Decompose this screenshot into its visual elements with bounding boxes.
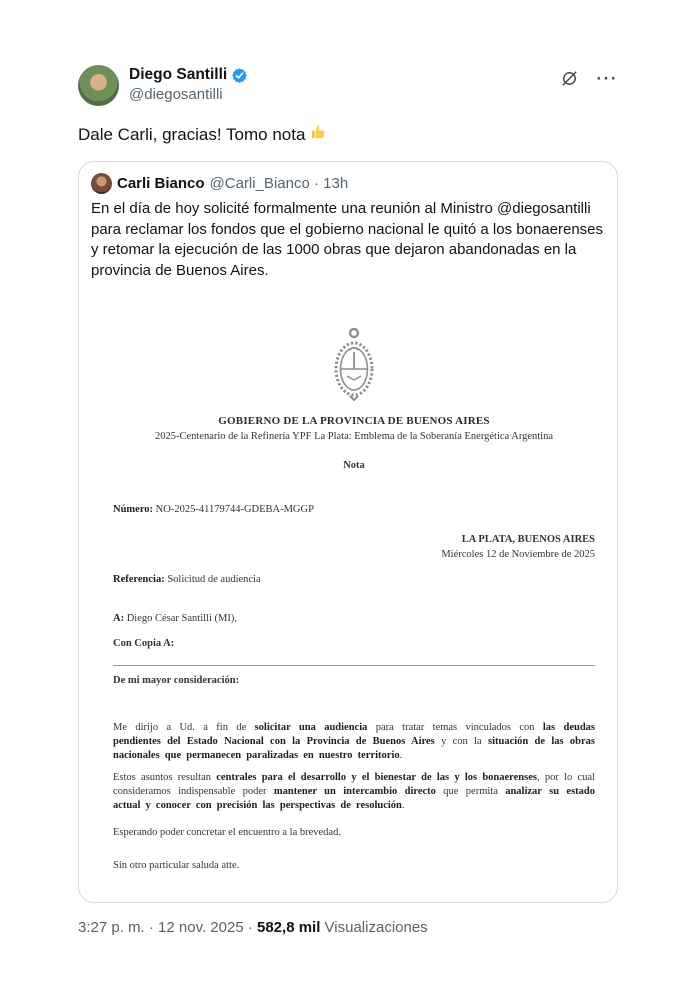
document-date: Miércoles 12 de Noviembre de 2025 — [441, 549, 595, 561]
views-count: 582,8 mil — [257, 919, 321, 937]
tweet-text — [78, 123, 618, 148]
document-place-date — [113, 532, 595, 562]
quote-tweet-card[interactable] — [78, 161, 618, 903]
document-salutation: De mi mayor consideración: — [113, 675, 240, 687]
author-block — [129, 65, 560, 105]
quote-avatar[interactable] — [91, 173, 112, 194]
avatar[interactable] — [78, 65, 119, 106]
more-options-icon[interactable]: ··· — [596, 68, 618, 88]
document-motto: 2025-Centenario de la Refinería YPF La Plata: Emblema de la Soberanía Energética Argentina — [154, 430, 554, 442]
tweet-footer — [78, 919, 618, 936]
quote-author-handle: @Carli_Bianco · 13h — [209, 174, 349, 192]
document-cc-line: Con Copia A: — [113, 637, 175, 649]
quote-author-name[interactable]: Carli Bianco — [117, 174, 205, 192]
verified-badge-icon — [231, 67, 248, 84]
document-letterhead — [113, 326, 595, 473]
views-label: Visualizaciones — [320, 919, 428, 937]
document-divider — [113, 665, 595, 666]
document-org-title: GOBIERNO DE LA PROVINCIA DE BUENOS AIRES — [218, 414, 490, 427]
document-number-line: Número: NO-2025-41179744-GDEBA-MGGP — [113, 504, 314, 516]
coat-of-arms-icon — [330, 326, 378, 404]
document-reference-line: Referencia: Solicitud de audiencia — [113, 574, 261, 586]
document-paragraph-1: Me dirijo a Ud. a fin de solicitar una audiencia para tratar temas vinculados con las deudas pendientes del Estado Nacional con la Provincia de Buenos Aires y con la situación de las obras nacionales que permanecen paralizadas en nuestro territorio. — [113, 721, 595, 761]
document-paragraph-2: Estos asuntos resultan centrales para el desarrollo y el bienestar de las y los bonaerenses, por lo cual consideramos indispensable poder mantener un intercambio directo que permita analizar su estado actual y conocer con precisión las perspectivas de resolución. — [113, 772, 595, 812]
document-place: LA PLATA, BUENOS AIRES — [461, 533, 595, 545]
header-actions — [560, 65, 618, 88]
document-to-line: A: Diego César Santilli (MI), — [113, 612, 237, 624]
timestamp: 3:27 p. m. · 12 nov. 2025 · — [78, 919, 257, 937]
author-handle[interactable]: @diegosantilli — [129, 86, 223, 104]
tweet-header — [78, 65, 618, 106]
document-closing-2: Sin otro particular saluda atte. — [113, 859, 240, 871]
thumbs-up-emoji-icon — [309, 123, 327, 148]
document-type: Nota — [343, 459, 365, 471]
quote-inner — [79, 162, 617, 282]
document-image[interactable] — [79, 282, 617, 903]
document-closing-1: Esperando poder concretar el encuentro a la brevedad. — [113, 827, 341, 839]
quote-header — [91, 173, 605, 194]
author-name[interactable]: Diego Santilli — [129, 66, 228, 83]
grok-icon[interactable] — [560, 69, 579, 88]
tweet-text-content: Dale Carli, gracias! Tomo nota — [78, 125, 306, 144]
quote-text: En el día de hoy solicité formalmente una reunión al Ministro @diegosantilli para reclamar los fondos que el gobierno nacional le quitó a los bonaerenses y retomar la ejecución de las 1000 obras que dejaron abandonadas en la provincia de Buenos Aires. — [91, 199, 603, 279]
